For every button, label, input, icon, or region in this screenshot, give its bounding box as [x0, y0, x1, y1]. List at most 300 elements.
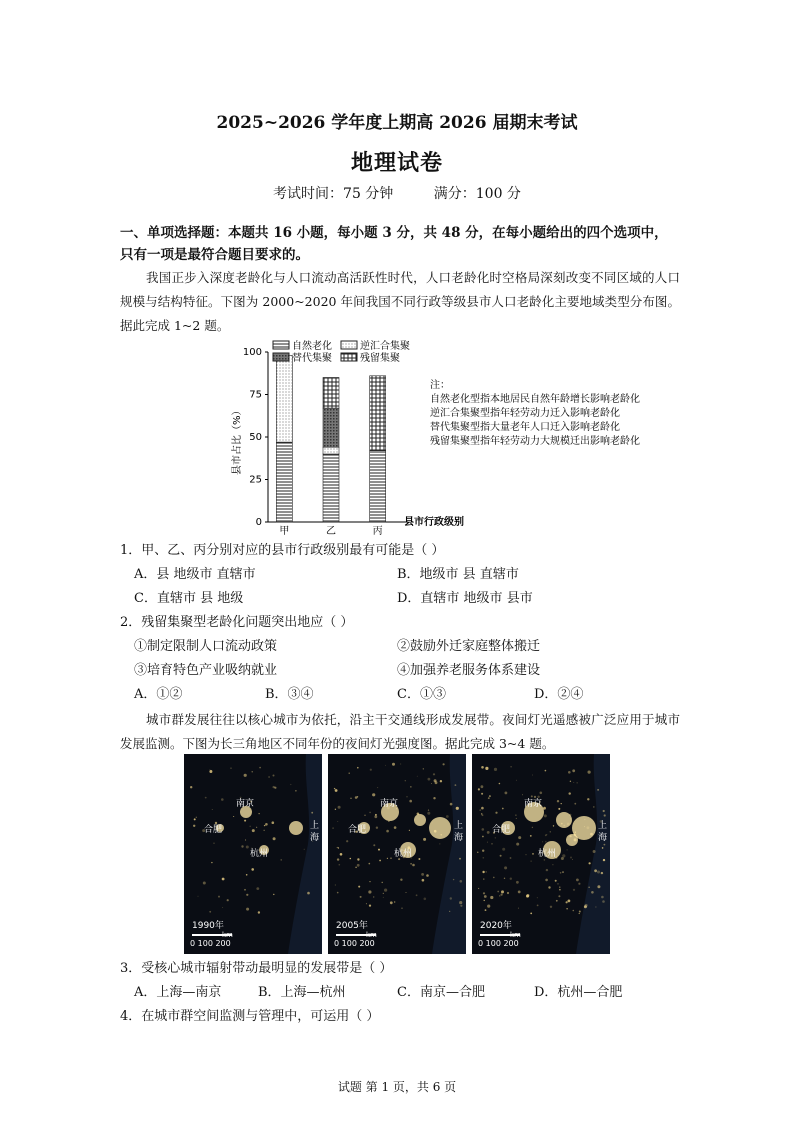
light-dot	[443, 763, 445, 765]
light-dot	[373, 896, 374, 897]
light-dot	[545, 841, 547, 843]
light-dot	[482, 836, 484, 838]
city-glow	[429, 817, 451, 839]
light-dot	[369, 812, 371, 814]
light-dot	[546, 869, 548, 871]
light-dot	[244, 774, 247, 777]
note-0: 注：	[430, 380, 450, 391]
light-dot	[212, 809, 213, 810]
light-dot	[573, 910, 575, 912]
light-dot	[387, 858, 388, 859]
light-dot	[589, 887, 590, 888]
city-hefei: 合肥	[204, 825, 223, 835]
light-dot	[259, 767, 261, 769]
light-dot	[383, 897, 384, 898]
legend-swatch-residual	[341, 353, 357, 361]
light-dot	[544, 859, 546, 861]
light-dot	[577, 782, 578, 783]
light-dot	[579, 913, 580, 914]
light-dot	[526, 854, 527, 855]
map-year: 2005年	[336, 921, 368, 931]
y-axis-label: 县市占比（%）	[232, 405, 243, 475]
q2-statement-2: ②鼓励外迁家庭整体搬迁	[397, 639, 541, 654]
q2-option-d[interactable]: D．②④	[534, 687, 584, 702]
light-dot	[355, 867, 357, 869]
light-dot	[446, 815, 449, 818]
light-dot	[340, 853, 343, 856]
legend-swatch-natural	[273, 341, 289, 349]
light-dot	[487, 905, 490, 908]
q1-stem: 1．甲、乙、丙分别对应的县市行政级别最有可能是（ ）	[120, 543, 445, 558]
light-dot	[412, 864, 415, 867]
light-dot	[218, 896, 220, 898]
light-dot	[482, 850, 484, 852]
page-footer: 试题 第 1 页，共 6 页	[337, 1080, 457, 1094]
q4-stem: 4．在城市群空间监测与管理中，可运用（ ）	[120, 1009, 380, 1024]
light-dot	[221, 798, 224, 801]
light-dot	[601, 896, 604, 899]
q1-option-d[interactable]: D．直辖市 地级市 县市	[397, 591, 533, 606]
light-dot	[450, 897, 452, 899]
light-dot	[338, 806, 341, 809]
light-dot	[256, 827, 257, 828]
light-dot	[428, 778, 431, 781]
light-dot	[385, 765, 386, 766]
light-dot	[497, 891, 499, 893]
night-light-map-2005	[328, 754, 466, 954]
light-dot	[410, 863, 412, 865]
light-dot	[410, 786, 411, 787]
scale-text: 0 100 200	[190, 939, 231, 948]
light-dot	[574, 803, 576, 805]
light-dot	[481, 793, 483, 795]
city-glow	[566, 834, 578, 846]
exam-info	[0, 183, 794, 203]
light-dot	[428, 810, 429, 811]
light-dot	[450, 803, 453, 806]
light-dot	[373, 844, 375, 846]
light-dot	[552, 864, 553, 865]
intro-paragraph-2: 城市群发展往往以核心城市为依托，沿主干交通线形成发展带。夜间灯光遥感被广泛应用于城市发展监测。下图为长三角地区不同年份的夜间灯光强度图。据此完成 3~4 题。	[120, 712, 680, 751]
city-glow	[556, 812, 572, 828]
light-dot	[355, 796, 358, 799]
light-dot	[350, 798, 351, 799]
light-dot	[382, 882, 383, 883]
light-dot	[335, 809, 336, 810]
light-dot	[368, 890, 371, 893]
city-glow	[414, 814, 426, 826]
light-dot	[481, 785, 484, 788]
light-dot	[246, 874, 248, 876]
light-dot	[490, 896, 493, 899]
light-dot	[379, 860, 381, 862]
city-nanjing: 南京	[524, 799, 543, 809]
light-dot	[273, 894, 274, 895]
light-dot	[477, 852, 478, 853]
light-dot	[544, 814, 547, 817]
light-dot	[545, 770, 547, 772]
light-dot	[537, 897, 538, 898]
city-hefei: 合肥	[348, 825, 367, 835]
q1-option-a[interactable]: A．县 地级市 直辖市	[134, 567, 256, 582]
scale-unit: km	[510, 931, 521, 939]
light-dot	[335, 885, 336, 886]
light-dot	[307, 892, 310, 895]
light-dot	[567, 849, 568, 850]
light-dot	[481, 807, 484, 810]
x-tick-label: 甲	[279, 526, 290, 537]
q3-option-c[interactable]: C．南京—合肥	[397, 985, 485, 1000]
city-hefei: 合肥	[492, 825, 511, 835]
light-dot	[593, 806, 595, 808]
light-dot	[550, 831, 551, 832]
light-dot	[406, 796, 407, 797]
light-dot	[548, 886, 550, 888]
light-dot	[516, 780, 517, 781]
light-dot	[335, 789, 338, 792]
bar-segment	[370, 451, 386, 522]
light-dot	[501, 890, 504, 893]
light-dot	[487, 842, 488, 843]
light-dot	[562, 854, 565, 857]
bar-segment	[323, 447, 339, 454]
light-dot	[346, 840, 348, 842]
intro-paragraph: 我国正步入深度老龄化与人口流动高活跃性时代，人口老龄化时空格局深刻改变不同区域的人口规模与结构特征。下图为 2000~2020 年间我国不同行政等级县市人口老龄化主要地域类型分布图。据此完成 1~2 题。	[120, 270, 680, 333]
light-dot	[268, 776, 270, 778]
q3-option-b[interactable]: B．上海—杭州	[258, 985, 346, 1000]
light-dot	[370, 769, 372, 771]
night-light-map-1990	[184, 754, 322, 954]
light-dot	[369, 863, 371, 865]
light-dot	[252, 829, 255, 832]
light-dot	[409, 830, 410, 831]
light-dot	[369, 881, 370, 882]
light-dot	[337, 858, 339, 860]
q2-option-b[interactable]: B．③④	[265, 687, 314, 702]
light-dot	[531, 861, 532, 862]
light-dot	[332, 827, 334, 829]
aging-chart	[210, 340, 690, 540]
light-dot	[231, 768, 232, 769]
light-dot	[431, 783, 432, 784]
q1-option-b[interactable]: B．地级市 县 直辖市	[397, 567, 519, 582]
light-dot	[256, 887, 259, 890]
light-dot	[557, 800, 559, 802]
map-year: 2020年	[480, 921, 512, 931]
map-year: 1990年	[192, 921, 224, 931]
light-dot	[495, 837, 496, 838]
light-dot	[360, 896, 362, 898]
light-dot	[510, 878, 512, 880]
light-dot	[426, 874, 429, 877]
light-dot	[460, 905, 462, 907]
light-dot	[570, 857, 572, 859]
light-dot	[388, 821, 389, 822]
y-tick-label: 25	[249, 474, 262, 486]
light-dot	[209, 911, 211, 913]
city-hangzhou: 杭州	[250, 849, 269, 859]
light-dot	[492, 843, 493, 844]
light-dot	[383, 893, 384, 894]
light-dot	[440, 780, 442, 782]
q3-option-d[interactable]: D．杭州—合肥	[534, 985, 623, 1000]
light-dot	[500, 855, 502, 857]
light-dot	[241, 845, 243, 847]
light-dot	[518, 891, 521, 894]
light-dot	[405, 780, 406, 781]
light-dot	[589, 862, 591, 864]
light-dot	[562, 871, 563, 872]
light-dot	[479, 809, 481, 811]
light-dot	[578, 883, 580, 885]
light-dot	[252, 771, 253, 772]
light-dot	[272, 821, 275, 824]
light-dot	[339, 864, 341, 866]
light-dot	[244, 820, 246, 822]
light-dot	[559, 889, 561, 891]
light-dot	[482, 871, 484, 873]
light-dot	[516, 818, 517, 819]
light-dot	[338, 847, 339, 848]
light-dot	[572, 859, 573, 860]
light-dot	[570, 781, 571, 782]
sea-area	[576, 754, 610, 954]
light-dot	[227, 899, 229, 901]
exam-time: 考试时间：75 分钟	[273, 186, 394, 202]
light-dot	[390, 901, 393, 904]
light-dot	[573, 782, 574, 783]
legend-residual: 残留集聚	[360, 353, 400, 364]
sea-area	[288, 754, 322, 954]
light-dot	[244, 889, 246, 891]
light-dot	[421, 873, 424, 876]
light-dot	[559, 887, 560, 888]
light-dot	[418, 858, 420, 860]
light-dot	[246, 894, 248, 896]
chart-legend	[273, 340, 410, 364]
q1-option-c[interactable]: C．直辖市 县 地级	[134, 591, 244, 606]
light-dot	[400, 764, 401, 765]
light-dot	[394, 826, 397, 829]
light-dot	[209, 769, 210, 770]
light-dot	[568, 900, 571, 903]
light-dot	[251, 868, 254, 871]
light-dot	[357, 767, 359, 769]
note-3: 替代集聚型指大量老年人口迁入影响老龄化	[430, 422, 620, 433]
q2-statement-1: ①制定限制人口流动政策	[134, 639, 278, 654]
x-tick-label: 乙	[326, 526, 336, 537]
light-dot	[494, 768, 497, 771]
q3-option-a[interactable]: A．上海—南京	[134, 985, 222, 1000]
light-dot	[493, 877, 495, 879]
light-dot	[394, 901, 395, 902]
subject-title: 地理试卷	[350, 150, 443, 176]
light-dot	[522, 794, 523, 795]
light-dot	[439, 843, 440, 844]
q2-option-c[interactable]: C．①③	[397, 687, 446, 702]
light-dot	[504, 878, 505, 879]
light-dot	[518, 836, 521, 839]
light-dot	[209, 770, 212, 773]
light-dot	[537, 905, 539, 907]
light-dot	[295, 790, 297, 792]
light-dot	[566, 908, 567, 909]
light-dot	[591, 891, 594, 894]
light-dot	[265, 823, 268, 826]
light-dot	[485, 909, 487, 911]
light-dot	[579, 911, 581, 913]
light-dot	[246, 908, 249, 911]
light-dot	[510, 766, 511, 767]
light-dot	[311, 812, 313, 814]
light-dot	[501, 894, 503, 896]
light-dot	[483, 892, 485, 894]
night-light-map-2020	[472, 754, 610, 954]
light-dot	[358, 886, 360, 888]
light-dot	[532, 775, 533, 776]
light-dot	[264, 825, 265, 826]
light-dot	[595, 907, 596, 908]
light-dot	[400, 879, 402, 881]
light-dot	[401, 908, 402, 909]
light-dot	[556, 900, 558, 902]
light-dot	[384, 889, 387, 892]
q3-stem: 3．受核心城市辐射带动最明显的发展带是（ ）	[120, 961, 393, 976]
light-dot	[435, 781, 438, 784]
light-dot	[597, 885, 600, 888]
light-dot	[250, 826, 251, 827]
light-dot	[453, 879, 454, 880]
legend-swatch-replace	[273, 353, 289, 361]
light-dot	[499, 783, 501, 785]
light-dot	[366, 903, 367, 904]
light-dot	[542, 842, 543, 843]
light-dot	[222, 907, 223, 908]
light-dot	[594, 869, 597, 872]
light-dot	[273, 786, 275, 788]
section-heading: 一、单项选择题：本题共 16 小题，每小题 3 分，共 48 分，在每小题给出的四个选项中，只有一项是最符合题目要求的。	[120, 225, 668, 263]
light-dot	[357, 864, 360, 867]
light-dot	[350, 858, 352, 860]
light-dot	[486, 871, 487, 872]
light-dot	[369, 905, 371, 907]
light-dot	[483, 857, 485, 859]
light-dot	[530, 913, 532, 915]
light-dot	[555, 880, 557, 882]
light-dot	[337, 892, 339, 894]
city-shanghai: 上海	[310, 821, 320, 843]
light-dot	[290, 784, 291, 785]
y-tick-label: 100	[242, 347, 262, 358]
city-hangzhou: 杭州	[394, 849, 413, 859]
light-dot	[495, 812, 497, 814]
legend-replace: 替代集聚	[292, 353, 332, 364]
light-dot	[386, 830, 389, 833]
x-axis-label: 县市行政级别	[404, 517, 464, 528]
light-dot	[584, 905, 587, 908]
light-dot	[264, 830, 265, 831]
light-dot	[487, 831, 490, 834]
light-dot	[392, 763, 395, 766]
exam-title: 2025~2026 学年度上期高 2026 届期末考试	[216, 113, 578, 133]
scale-unit: km	[222, 931, 233, 939]
light-dot	[433, 797, 435, 799]
light-dot	[417, 776, 418, 777]
light-dot	[561, 857, 564, 860]
light-dot	[502, 808, 504, 810]
light-dot	[459, 858, 461, 860]
bar-segment	[370, 376, 386, 451]
city-nanjing: 南京	[236, 799, 255, 809]
light-dot	[364, 815, 365, 816]
light-dot	[597, 789, 599, 791]
x-tick-label: 丙	[372, 526, 383, 537]
light-dot	[488, 797, 490, 799]
light-dot	[334, 788, 335, 789]
light-dot	[246, 846, 249, 849]
exam-score: 满分：100 分	[433, 186, 521, 202]
light-dot	[258, 911, 260, 913]
light-dot	[545, 879, 548, 882]
light-dot	[588, 771, 591, 774]
light-dot	[390, 858, 391, 859]
light-dot	[245, 840, 246, 841]
legend-reverse: 逆汇合集聚	[360, 341, 410, 352]
light-dot	[483, 878, 484, 879]
light-dot	[357, 858, 359, 860]
city-shanghai: 上海	[598, 821, 608, 843]
q2-statement-3: ③培育特色产业吸纳就业	[134, 663, 278, 678]
light-dot	[460, 880, 463, 883]
light-dot	[502, 848, 505, 851]
light-dot	[602, 847, 604, 849]
light-dot	[203, 882, 206, 885]
city-nanjing: 南京	[380, 799, 399, 809]
y-tick-label: 50	[249, 432, 262, 443]
light-dot	[587, 798, 589, 800]
light-dot	[484, 895, 487, 898]
light-dot	[222, 878, 225, 881]
light-dot	[378, 849, 380, 851]
light-dot	[546, 834, 547, 835]
light-dot	[233, 816, 234, 817]
bar-segment	[276, 442, 292, 522]
light-dot	[211, 862, 212, 863]
light-dot	[532, 827, 533, 828]
light-dot	[424, 898, 427, 901]
light-dot	[557, 883, 558, 884]
light-dot	[194, 818, 196, 820]
light-dot	[481, 766, 484, 769]
q2-option-a[interactable]: A．①②	[134, 687, 183, 702]
light-dot	[433, 773, 435, 775]
light-dot	[478, 788, 480, 790]
light-dot	[601, 872, 603, 874]
light-dot	[422, 879, 425, 882]
note-4: 残留集聚型指年轻劳动力大规模迁出影响老龄化	[430, 436, 640, 447]
light-dot	[566, 901, 568, 903]
light-dot	[406, 892, 407, 893]
bar-segment	[323, 454, 339, 522]
light-dot	[604, 814, 606, 816]
light-dot	[304, 849, 305, 850]
light-dot	[281, 859, 282, 860]
light-dot	[337, 847, 338, 848]
light-dot	[196, 817, 197, 818]
light-dot	[558, 895, 560, 897]
light-dot	[377, 787, 378, 788]
light-dot	[558, 808, 560, 810]
